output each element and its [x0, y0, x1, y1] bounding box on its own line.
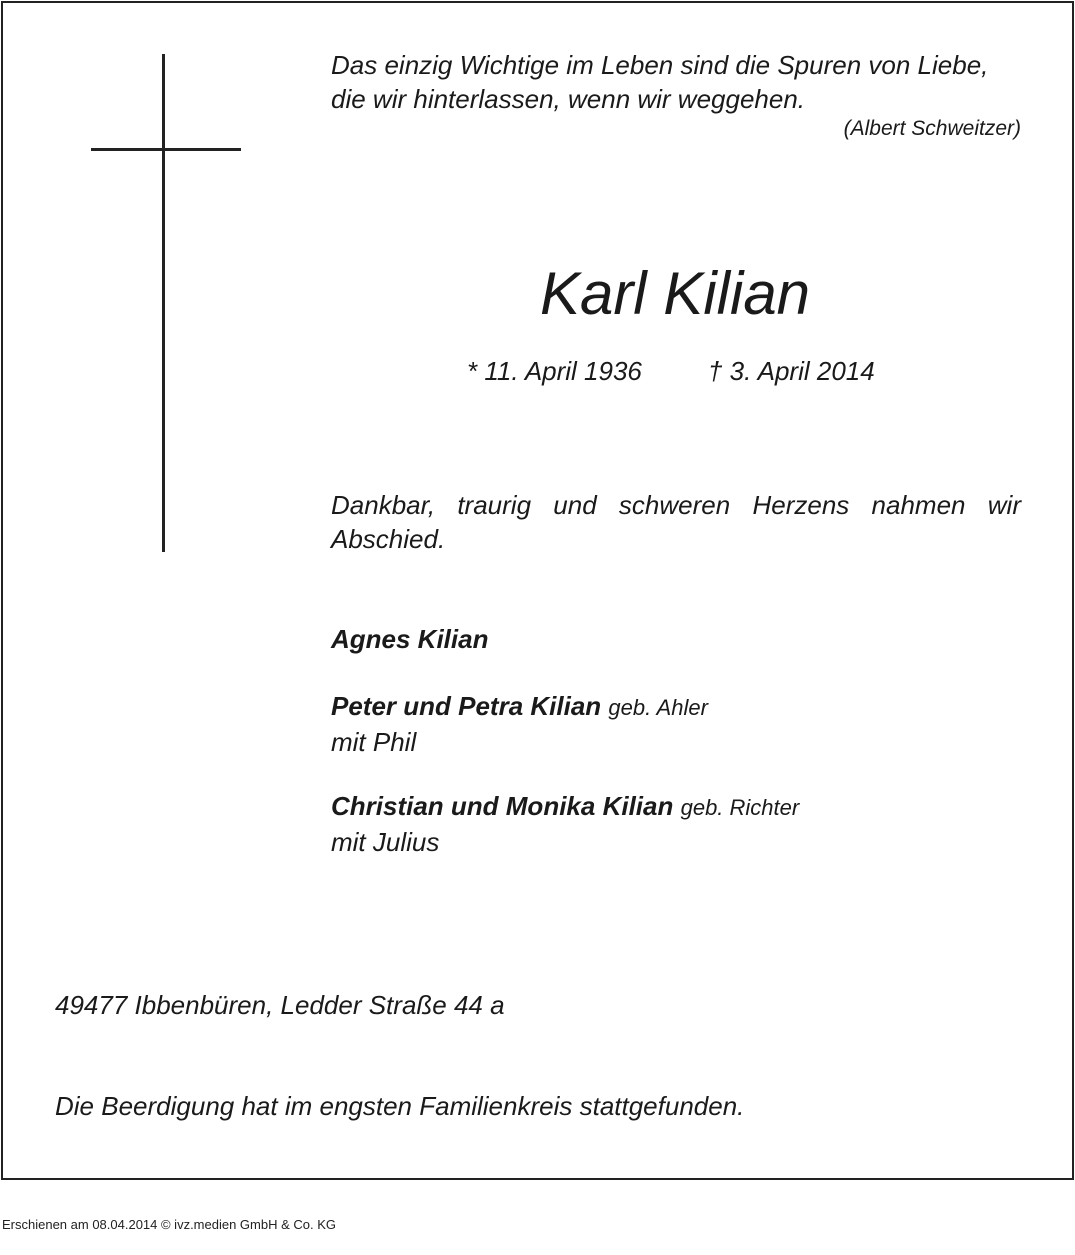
- publication-footer: Erschienen am 08.04.2014 © ivz.medien GmbH & Co. KG: [2, 1217, 337, 1232]
- mourner-maiden-name: geb. Ahler: [608, 695, 708, 720]
- mourner-name: Christian und Monika Kilian: [331, 791, 674, 821]
- mourner-entry: [331, 622, 488, 656]
- address: 49477 Ibbenbüren, Ledder Straße 44 a: [55, 990, 505, 1020]
- mourner-entry: [331, 689, 708, 759]
- quote-author: (Albert Schweitzer): [843, 117, 1021, 140]
- farewell-line-2: Abschied.: [331, 524, 446, 554]
- birth-date: * 11. April 1936: [467, 356, 642, 386]
- mourner-name: Peter und Petra Kilian: [331, 691, 602, 721]
- mourner-name: Agnes Kilian: [331, 624, 489, 654]
- farewell-line-1: Dankbar, traurig und schweren Herzens nahmen wir: [331, 490, 1021, 520]
- mourner-child: mit Julius: [331, 827, 440, 857]
- quote-line-1: Das einzig Wichtige im Leben sind die Spuren von Liebe,: [331, 50, 989, 80]
- mourner-child: mit Phil: [331, 727, 417, 757]
- death-date: † 3. April 2014: [708, 356, 875, 386]
- quote-line-2: die wir hinterlassen, wenn wir weggehen.: [331, 84, 806, 114]
- deceased-name: Karl Kilian: [539, 260, 811, 327]
- mourner-entry: [331, 789, 799, 859]
- mourner-maiden-name: geb. Richter: [680, 795, 800, 820]
- farewell-text: [331, 488, 1021, 556]
- funeral-note: Die Beerdigung hat im engsten Familienkreis stattgefunden.: [55, 1091, 745, 1121]
- quote: [331, 48, 1021, 116]
